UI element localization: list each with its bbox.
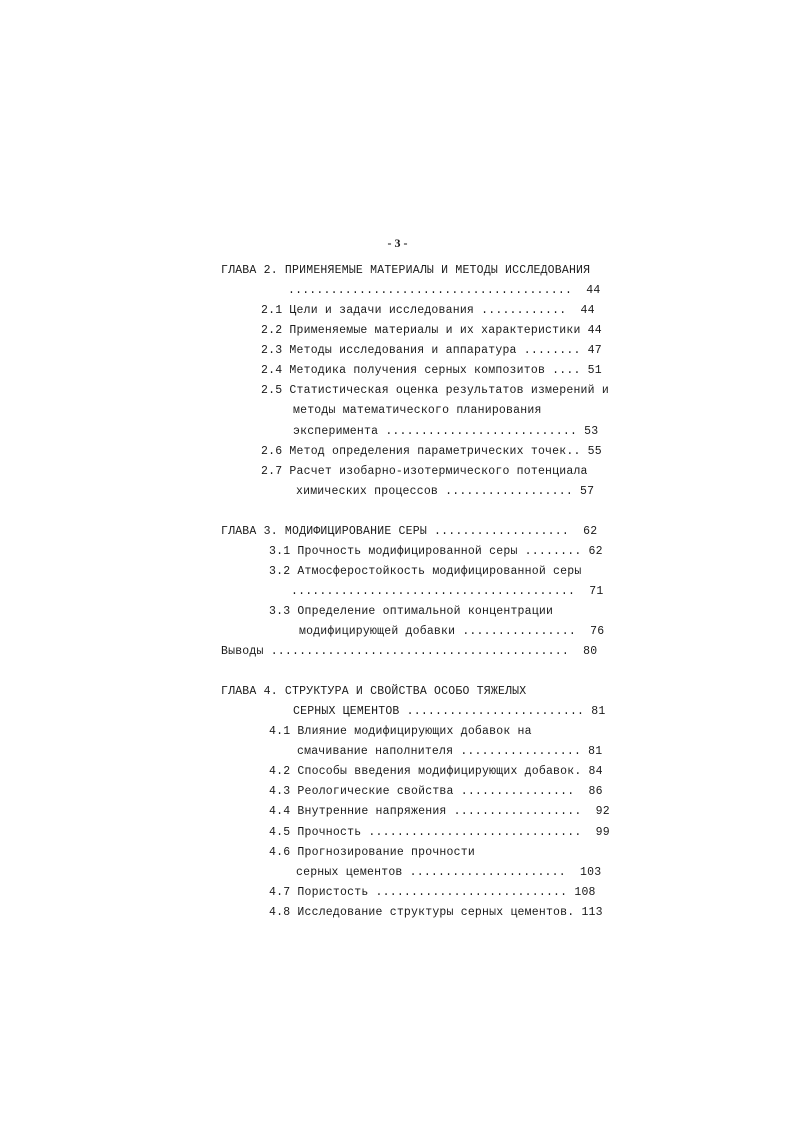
toc-line-4-4: 4.4 Внутренние напряжения .................. 92	[269, 805, 610, 818]
toc-line-ch4-cont: СЕРНЫХ ЦЕМЕНТОВ ......................... 81	[293, 705, 606, 718]
toc-line-3-2-dots: ........................................ 71	[291, 585, 604, 598]
toc-line-2-1: 2.1 Цели и задачи исследования ............ 44	[261, 304, 595, 317]
toc-line-4-1-cont: смачивание наполнителя ................. 81	[297, 745, 603, 758]
toc-line-4-1: 4.1 Влияние модифицирующих добавок на	[269, 725, 532, 738]
toc-line-2-3: 2.3 Методы исследования и аппаратура ........ 47	[261, 344, 602, 357]
toc-line-ch4-title: ГЛАВА 4. СТРУКТУРА И СВОЙСТВА ОСОБО ТЯЖЕЛЫХ	[221, 685, 527, 698]
page-number: - 3 -	[387, 236, 408, 250]
toc-line-2-7: 2.7 Расчет изобарно-изотермического потенциала	[261, 465, 588, 478]
toc-line-4-3: 4.3 Реологические свойства ................ 86	[269, 785, 603, 798]
toc-line-3-2: 3.2 Атмосферостойкость модифицированной серы	[269, 565, 582, 578]
toc-line-3-3-cont: модифицирующей добавки ................ 76	[299, 625, 605, 638]
toc-line-2-5-cont2: эксперимента ........................... 53	[293, 425, 599, 438]
toc-line-2-5: 2.5 Статистическая оценка результатов измерений и	[261, 384, 609, 397]
toc-line-ch3-title: ГЛАВА 3. МОДИФИЦИРОВАНИЕ СЕРЫ ................... 62	[221, 525, 598, 538]
toc-line-4-6: 4.6 Прогнозирование прочности	[269, 846, 475, 859]
toc-line-2-6: 2.6 Метод определения параметрических точек.. 55	[261, 445, 602, 458]
toc-line-ch2-title: ГЛАВА 2. ПРИМЕНЯЕМЫЕ МАТЕРИАЛЫ И МЕТОДЫ ИССЛЕДОВАНИЯ	[221, 264, 591, 277]
toc-line-4-7: 4.7 Пористость ........................... 108	[269, 886, 596, 899]
toc-line-3-1: 3.1 Прочность модифицированной серы ........ 62	[269, 545, 603, 558]
toc-line-4-6-cont: серных цементов ...................... 103	[296, 866, 602, 879]
toc-line-4-8: 4.8 Исследование структуры серных цементов. 113	[269, 906, 603, 919]
toc-line-2-5-cont1: методы математического планирования	[293, 404, 542, 417]
toc-line-ch2-dots: ........................................ 44	[288, 284, 601, 297]
toc-line-conclusions: Выводы .......................................... 80	[221, 645, 598, 658]
toc-line-2-7-cont: химических процессов .................. 57	[296, 485, 595, 498]
toc-line-2-4: 2.4 Методика получения серных композитов .... 51	[261, 364, 602, 377]
toc-line-4-5: 4.5 Прочность .............................. 99	[269, 826, 610, 839]
toc-line-4-2: 4.2 Способы введения модифицирующих добавок. 84	[269, 765, 603, 778]
toc-line-3-3: 3.3 Определение оптимальной концентрации	[269, 605, 554, 618]
toc-line-2-2: 2.2 Применяемые материалы и их характеристики 44	[261, 324, 602, 337]
